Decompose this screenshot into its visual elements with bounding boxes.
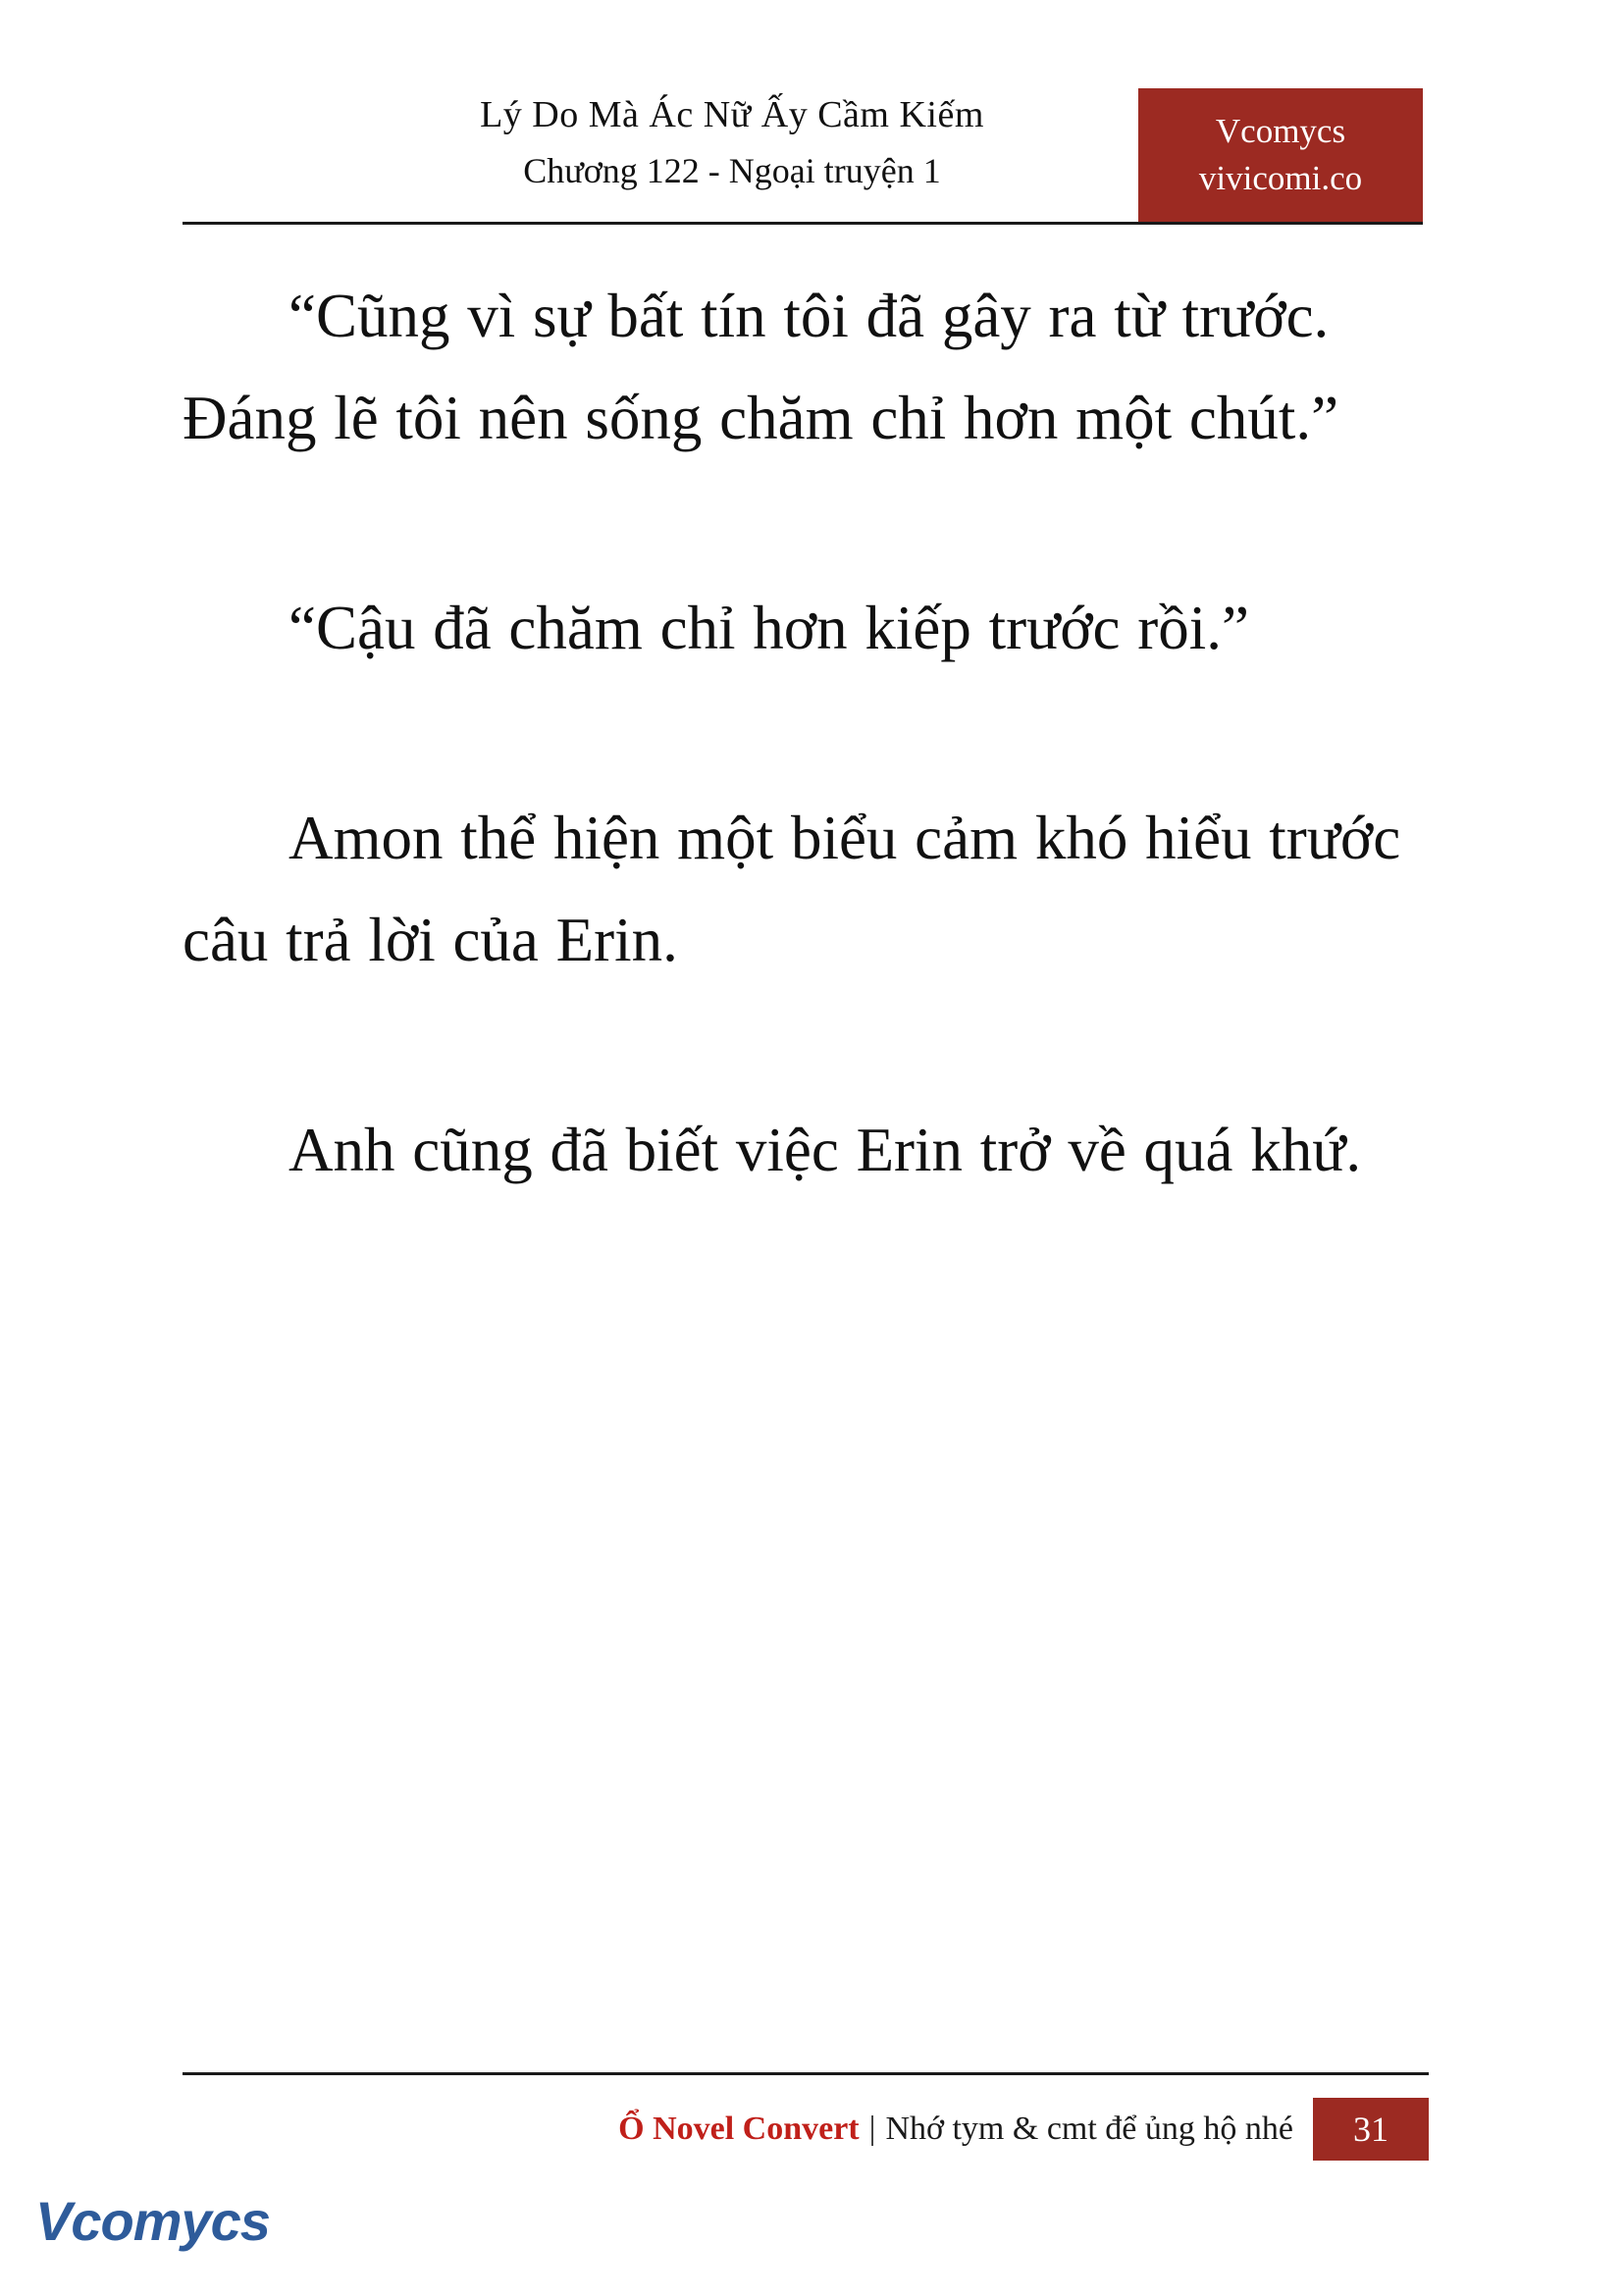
page-header: [183, 86, 1423, 224]
watermark-label: Vcomycs: [35, 2190, 270, 2252]
page-content: [183, 265, 1429, 1201]
footer-note: Nhớ tym & cmt để ủng hộ nhé: [885, 2111, 1293, 2147]
paragraph: Anh cũng đã biết việc Erin trở về quá khứ.: [288, 1116, 1362, 1184]
site-badge-url: vivicomi.co: [1198, 159, 1363, 197]
footer-brand-name: Ổ Novel Convert: [618, 2111, 860, 2147]
footer-separator: |: [868, 2111, 876, 2147]
header-title-block: [183, 86, 1282, 198]
paragraph: “Cũng vì sự bất tín tôi đã gây ra từ trước. Đáng lẽ tôi nên sống chăm chỉ hơn một chút.”: [183, 282, 1339, 452]
chapter-title: Chương 122 - Ngoại truyện 1: [523, 151, 941, 190]
header-divider: [183, 222, 1423, 225]
site-badge-name: Vcomycs: [1215, 112, 1346, 150]
footer-credit: [618, 2098, 1293, 2161]
page-number: 31: [1313, 2098, 1429, 2161]
book-title: Lý Do Mà Ác Nữ Ấy Cầm Kiếm: [480, 94, 984, 135]
paragraph: “Cậu đã chăm chỉ hơn kiếp trước rồi.”: [288, 594, 1249, 662]
page-footer: [183, 2072, 1429, 2161]
site-badge: [1138, 88, 1423, 222]
footer-content: [183, 2098, 1429, 2161]
paragraph: Amon thể hiện một biểu cảm khó hiểu trước câu trả lời của Erin.: [183, 804, 1401, 974]
footer-divider: [183, 2072, 1429, 2075]
watermark-logo: [35, 2186, 270, 2267]
